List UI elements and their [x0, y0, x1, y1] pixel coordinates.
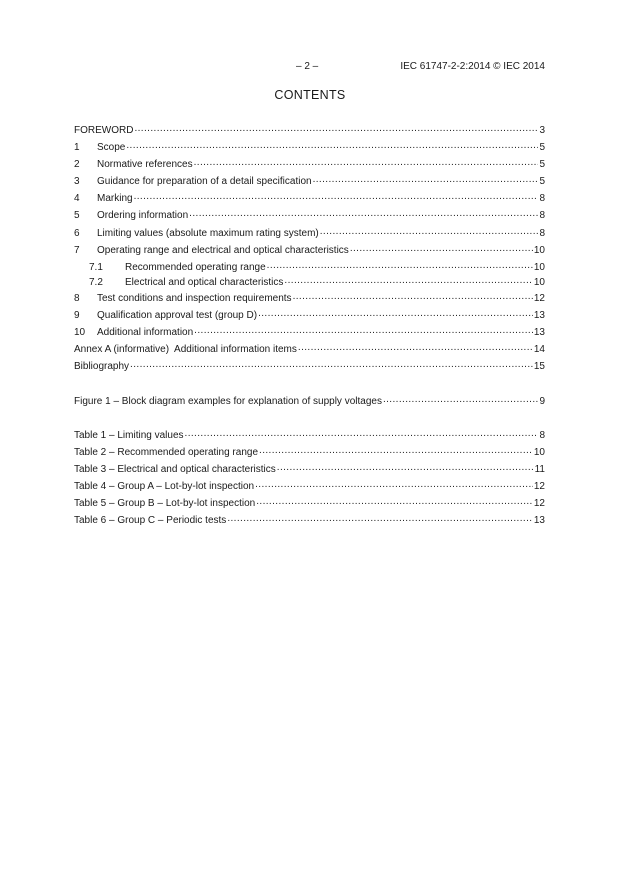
toc-entry-label: Marking: [97, 193, 133, 204]
toc-entry-page: 13: [533, 327, 545, 338]
toc-entry-label: Guidance for preparation of a detail specification: [97, 176, 312, 187]
table-entry-2[interactable]: [74, 445, 545, 459]
toc-entry-page: 3: [539, 125, 545, 136]
table-entry-3[interactable]: [74, 462, 545, 476]
toc-entry-label: Test conditions and inspection requirements: [97, 293, 292, 304]
toc-entry-6[interactable]: [74, 226, 545, 240]
document-id: IEC 61747-2-2:2014 © IEC 2014: [400, 61, 545, 72]
toc-entry-label: Operating range and electrical and optical characteristics: [97, 245, 349, 256]
page-number: – 2 –: [296, 61, 319, 72]
toc-entry-page: 13: [533, 310, 545, 321]
toc-entry-7[interactable]: [74, 243, 545, 257]
table-entry-page: 13: [533, 515, 545, 526]
table-entry-label: Table 4 – Group A – Lot-by-lot inspection: [74, 481, 255, 492]
toc-entry-2[interactable]: [74, 157, 545, 171]
toc-entry-5[interactable]: [74, 208, 545, 222]
toc-entry-7-2[interactable]: [74, 275, 545, 289]
table-entry-page: 8: [539, 430, 545, 441]
toc-entry-8[interactable]: [74, 291, 545, 305]
toc-entry-label: Bibliography: [74, 361, 130, 372]
toc-entry-number: 5: [74, 210, 80, 221]
table-entry-page: 12: [533, 498, 545, 509]
toc-entry-label: Additional information: [97, 327, 194, 338]
table-entry-1[interactable]: [74, 428, 545, 442]
table-entry-label: Table 3 – Electrical and optical characteristics: [74, 464, 276, 475]
contents-title: CONTENTS: [274, 88, 346, 102]
toc-entry-4[interactable]: [74, 191, 545, 205]
figure-entry-page: 9: [539, 396, 545, 407]
toc-entry-page: 10: [533, 262, 545, 273]
toc-entry-number: 9: [74, 310, 80, 321]
toc-entry-label: Annex A (informative) Additional information items: [74, 344, 297, 355]
toc-entry-number: 10: [74, 327, 86, 338]
toc-entry-label: FOREWORD: [74, 125, 134, 136]
toc-entry-page: 8: [539, 228, 545, 239]
toc-entry-label: Limiting values (absolute maximum rating system): [97, 228, 319, 239]
figure-entry-label: Figure 1 – Block diagram examples for explanation of supply voltages: [74, 396, 382, 407]
table-entry-page: 10: [533, 447, 545, 458]
toc-entry-3[interactable]: [74, 174, 545, 188]
toc-entry-annex-a[interactable]: [74, 342, 545, 356]
table-entry-label: Table 5 – Group B – Lot-by-lot inspection: [74, 498, 256, 509]
table-entry-4[interactable]: [74, 479, 545, 493]
toc-entry-page: 8: [539, 193, 545, 204]
toc-entry-10[interactable]: [74, 325, 545, 339]
toc-entry-page: 10: [533, 277, 545, 288]
toc-entry-number: 7: [74, 245, 80, 256]
table-entry-label: Table 2 – Recommended operating range: [74, 447, 259, 458]
table-entry-5[interactable]: [74, 496, 545, 510]
table-entry-page: 12: [533, 481, 545, 492]
toc-entry-number: 1: [74, 142, 80, 153]
table-entry-6[interactable]: [74, 513, 545, 527]
toc-entry-page: 8: [539, 210, 545, 221]
toc-entry-foreword[interactable]: [74, 123, 545, 137]
toc-entry-page: 14: [533, 344, 545, 355]
toc-entry-7-1[interactable]: [74, 260, 545, 274]
figure-entry-1[interactable]: [74, 394, 545, 408]
toc-entry-number: 7.2: [89, 277, 103, 288]
toc-entry-number: 6: [74, 228, 80, 239]
toc-entry-label: Normative references: [97, 159, 193, 170]
toc-entry-number: 2: [74, 159, 80, 170]
toc-entry-label: Electrical and optical characteristics: [125, 277, 284, 288]
toc-entry-number: 8: [74, 293, 80, 304]
toc-entry-1[interactable]: [74, 140, 545, 154]
toc-entry-number: 3: [74, 176, 80, 187]
toc-entry-page: 5: [539, 176, 545, 187]
toc-entry-label: Ordering information: [97, 210, 189, 221]
toc-entry-page: 5: [539, 142, 545, 153]
toc-entry-bibliography[interactable]: [74, 359, 545, 373]
toc-entry-9[interactable]: [74, 308, 545, 322]
toc-entry-label: Scope: [97, 142, 126, 153]
table-entry-label: Table 6 – Group C – Periodic tests: [74, 515, 227, 526]
toc-entry-page: 12: [533, 293, 545, 304]
table-entry-label: Table 1 – Limiting values: [74, 430, 184, 441]
toc-entry-page: 10: [533, 245, 545, 256]
toc-entry-number: 4: [74, 193, 80, 204]
page-header: [0, 61, 620, 75]
toc-entry-label: Qualification approval test (group D): [97, 310, 258, 321]
toc-entry-page: 5: [539, 159, 545, 170]
toc-entry-page: 15: [533, 361, 545, 372]
table-entry-page: 11: [534, 464, 545, 475]
toc-entry-label: Recommended operating range: [125, 262, 266, 273]
toc-entry-number: 7.1: [89, 262, 103, 273]
